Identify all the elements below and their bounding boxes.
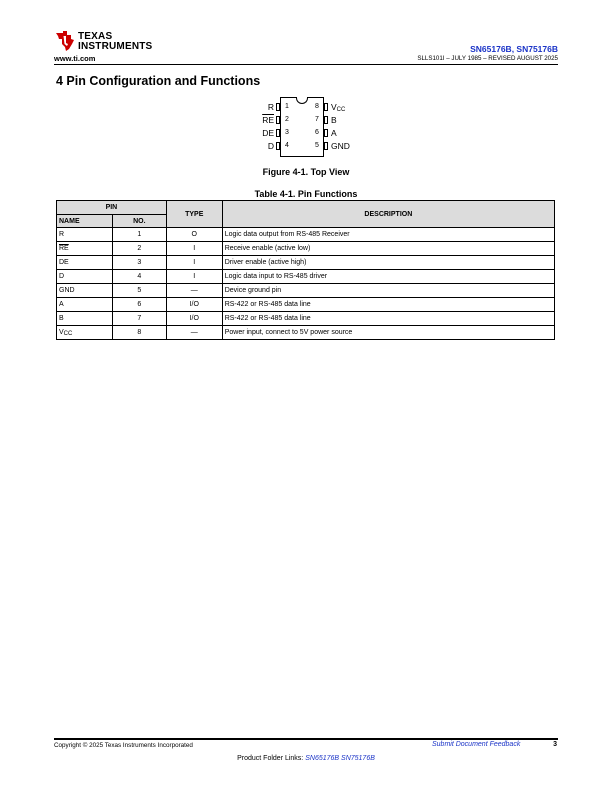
table-row	[57, 228, 555, 242]
pin-label-b: B	[331, 115, 337, 125]
cell-description: RS-422 or RS-485 data line	[222, 298, 554, 312]
cell-description: RS-422 or RS-485 data line	[222, 312, 554, 326]
website-link[interactable]: www.ti.com	[54, 54, 96, 63]
cell-name: GND	[57, 284, 113, 298]
cell-name: VCC	[57, 326, 113, 340]
cell-no: 3	[112, 256, 166, 270]
pad-6	[324, 129, 328, 137]
cell-name: B	[57, 312, 113, 326]
cell-no: 6	[112, 298, 166, 312]
pad-4	[276, 142, 280, 150]
pin-functions-table	[56, 200, 555, 340]
table-row	[57, 270, 555, 284]
doc-revision: SLLS101I – JULY 1985 – REVISED AUGUST 2025	[417, 55, 558, 62]
pin-label-vcc: VCC	[331, 102, 346, 113]
cell-no: 2	[112, 242, 166, 256]
table-row	[57, 242, 555, 256]
cell-name: R	[57, 228, 113, 242]
cell-type: I/O	[166, 298, 222, 312]
section-title: 4 Pin Configuration and Functions	[56, 74, 261, 88]
pin-num-6: 6	[315, 129, 319, 136]
copyright-text: Copyright © 2025 Texas Instruments Incorporated	[54, 742, 193, 749]
header-description: DESCRIPTION	[222, 201, 554, 228]
cell-description: Logic data output from RS-485 Receiver	[222, 228, 554, 242]
cell-description: Device ground pin	[222, 284, 554, 298]
cell-description: Power input, connect to 5V power source	[222, 326, 554, 340]
cell-type: I	[166, 242, 222, 256]
pin-label-gnd: GND	[331, 141, 350, 151]
pin-num-8: 8	[315, 103, 319, 110]
table-row	[57, 312, 555, 326]
cell-type: I	[166, 270, 222, 284]
pad-1	[276, 103, 280, 111]
header-divider	[54, 64, 558, 65]
pin-label-de: DE	[262, 128, 274, 138]
cell-type: —	[166, 284, 222, 298]
header-pin: PIN	[57, 201, 167, 215]
logo-text-texas: TEXAS	[78, 31, 113, 42]
cell-type: —	[166, 326, 222, 340]
pad-5	[324, 142, 328, 150]
cell-name: $\overline{RE}$	[57, 242, 113, 256]
submit-feedback-link[interactable]: Submit Document Feedback	[432, 741, 521, 748]
footer-divider	[54, 738, 558, 740]
cell-no: 5	[112, 284, 166, 298]
cell-description: Receive enable (active low)	[222, 242, 554, 256]
pad-7	[324, 116, 328, 124]
table-row	[57, 298, 555, 312]
pad-8	[324, 103, 328, 111]
pin-num-3: 3	[285, 129, 289, 136]
cell-no: 7	[112, 312, 166, 326]
folder-link-sn75176b[interactable]: SN75176B	[341, 755, 375, 762]
cell-type: I/O	[166, 312, 222, 326]
folder-link-sn65176b[interactable]: SN65176B	[305, 755, 340, 762]
cell-no: 1	[112, 228, 166, 242]
page-number: 3	[553, 741, 557, 748]
table-caption: Table 4-1. Pin Functions	[254, 189, 358, 199]
header-name: NAME	[57, 215, 113, 228]
pin-num-5: 5	[315, 142, 319, 149]
pin-label-r: R	[267, 102, 274, 112]
pin-label-a: A	[331, 128, 337, 138]
pad-3	[276, 129, 280, 137]
pinout-diagram	[240, 96, 380, 162]
cell-no: 8	[112, 326, 166, 340]
pad-2	[276, 116, 280, 124]
figure-caption: Figure 4-1. Top View	[262, 167, 350, 177]
ti-logo-icon	[54, 30, 76, 52]
header-type: TYPE	[166, 201, 222, 228]
doc-part-numbers[interactable]: SN65176B, SN75176B	[470, 44, 558, 54]
cell-name: DE	[57, 256, 113, 270]
pin-num-4: 4	[285, 142, 289, 149]
cell-no: 4	[112, 270, 166, 284]
ti-logo	[54, 30, 154, 52]
logo-text-instruments: INSTRUMENTS	[78, 41, 153, 52]
cell-name: D	[57, 270, 113, 284]
pin-label-re: $\overline{RE}$	[262, 115, 274, 125]
pin-num-7: 7	[315, 116, 319, 123]
cell-name: A	[57, 298, 113, 312]
pin-num-2: 2	[285, 116, 289, 123]
pin-num-1: 1	[285, 103, 289, 110]
cell-description: Driver enable (active high)	[222, 256, 554, 270]
table-row	[57, 284, 555, 298]
product-folder-links	[0, 755, 612, 762]
table-row	[57, 326, 555, 340]
cell-type: O	[166, 228, 222, 242]
cell-type: I	[166, 256, 222, 270]
pin-label-d: D	[267, 141, 274, 151]
header-no: NO.	[112, 215, 166, 228]
folder-label: Product Folder Links:	[237, 755, 304, 762]
table-row	[57, 256, 555, 270]
cell-description: Logic data input to RS-485 driver	[222, 270, 554, 284]
